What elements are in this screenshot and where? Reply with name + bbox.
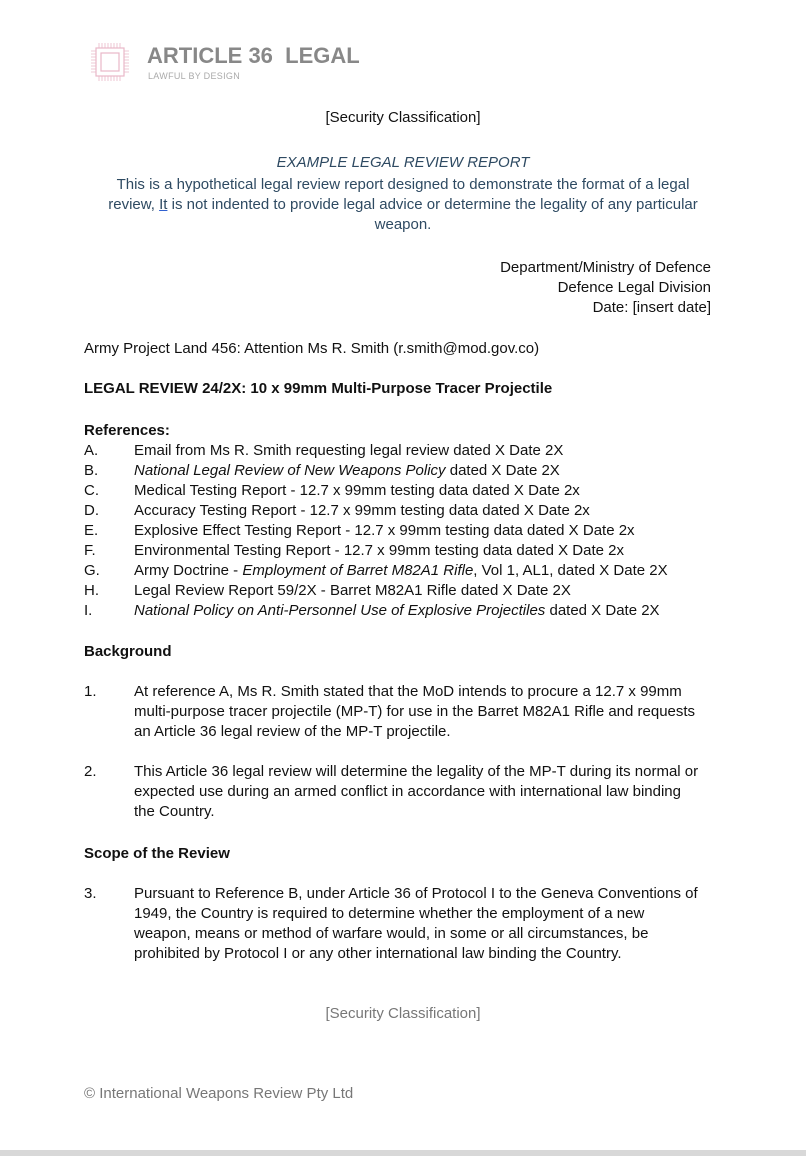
reference-text [134,481,580,501]
reference-text-part: dated X Date 2X [445,462,560,479]
paragraph-2 [84,762,724,822]
reference-label: D. [84,502,99,519]
paragraph-text: Pursuant to Reference B, under Article 36 of Protocol I to the Geneva Conventions of 1949, the Country is required to determine whether the employment of a new weapon, means or method of warfare would, in some or all circumstances, be prohibited by Protocol I or any other international law binding the Country. [134,885,698,962]
disclaimer-text [100,175,706,235]
reference-text [134,501,590,521]
copyright: © International Weapons Review Pty Ltd [84,1085,354,1102]
chip-icon [90,42,130,82]
reference-item [84,581,724,601]
reference-title: National Legal Review of New Weapons Policy [134,462,446,479]
reference-item [84,541,724,561]
reference-label: H. [84,582,99,599]
reference-text [134,561,668,581]
references-section [84,421,724,621]
reference-text-part: Email from Ms R. Smith requesting legal review dated X Date 2X [134,442,564,459]
scope-heading: Scope of the Review [84,845,230,862]
reference-text [134,541,624,561]
paragraph-text: At reference A, Ms R. Smith stated that the MoD intends to procure a 12.7 x 99mm multi-purpose tracer projectile (MP-T) for use in the Barret M82A1 Rifle and requests an Article 36 legal review of the MP-T projectile. [134,683,696,740]
reference-label: C. [84,482,99,499]
paragraph-number: 3. [84,885,97,902]
disclaimer-text-part: This is a hypothetical legal review report designed to demonstrate the format of a legal review, [108,176,690,213]
reference-item [84,521,724,541]
disclaimer-underlined-word: It [159,196,168,213]
reference-text [134,581,571,601]
reference-text-part: dated X Date 2X [545,602,660,619]
security-classification-bottom: [Security Classification] [325,1005,481,1022]
reference-label: I. [84,602,93,619]
disclaimer-title: EXAMPLE LEGAL REVIEW REPORT [276,154,530,171]
reference-text-part: Environmental Testing Report - 12.7 x 99mm testing data dated X Date 2x [134,542,624,559]
references-heading: References: [84,422,170,439]
review-title: LEGAL REVIEW 24/2X: 10 x 99mm Multi-Purpose Tracer Projectile [84,380,553,397]
reference-item [84,601,724,621]
reference-label: G. [84,562,100,579]
attention-line: Army Project Land 456: Attention Ms R. Smith (r.smith@mod.gov.co) [84,340,540,357]
reference-text [134,461,560,481]
sender-department: Department/Ministry of Defence [500,259,711,276]
sender-block [500,258,711,318]
disclaimer-text-part: is not indented to provide legal advice or determine the legality of any particular weapon. [167,196,698,233]
page-bottom-border [0,1150,806,1156]
reference-text [134,601,660,621]
reference-text-part: Army Doctrine - [134,562,243,579]
reference-title: Employment of Barret M82A1 Rifle [242,562,474,579]
reference-item [84,561,724,581]
reference-title: National Policy on Anti-Personnel Use of Explosive Projectiles [134,602,546,619]
reference-text-part: Explosive Effect Testing Report - 12.7 x 99mm testing data dated X Date 2x [134,522,635,539]
logo-name: ARTICLE 36 LEGAL [147,43,360,68]
reference-label: F. [84,542,96,559]
reference-item [84,481,724,501]
reference-text-part: Legal Review Report 59/2X - Barret M82A1 Rifle dated X Date 2X [134,582,571,599]
reference-item [84,461,724,481]
reference-item [84,501,724,521]
paragraph-3 [84,884,724,964]
reference-text [134,441,563,461]
reference-text [134,521,635,541]
reference-label: A. [84,442,99,459]
reference-text-part: , Vol 1, AL1, dated X Date 2X [473,562,668,579]
paragraph-1 [84,682,724,742]
logo-tagline: LAWFUL BY DESIGN [148,71,240,81]
sender-division: Defence Legal Division [557,279,711,296]
paragraph-number: 1. [84,683,97,700]
references-list [84,441,724,621]
reference-label: E. [84,522,99,539]
reference-item [84,441,724,461]
reference-text-part: Accuracy Testing Report - 12.7 x 99mm testing data dated X Date 2x [134,502,590,519]
paragraph-text: This Article 36 legal review will determine the legality of the MP-T during its normal or expected use during an armed conflict in accordance with international law binding the Country. [134,763,699,820]
scope-section [84,844,724,984]
security-classification-top: [Security Classification] [325,109,481,126]
sender-date: Date: [insert date] [592,299,711,316]
reference-text-part: Medical Testing Report - 12.7 x 99mm testing data dated X Date 2x [134,482,580,499]
paragraph-number: 2. [84,763,97,780]
background-heading: Background [84,643,172,660]
reference-label: B. [84,462,99,479]
background-section [84,642,724,842]
